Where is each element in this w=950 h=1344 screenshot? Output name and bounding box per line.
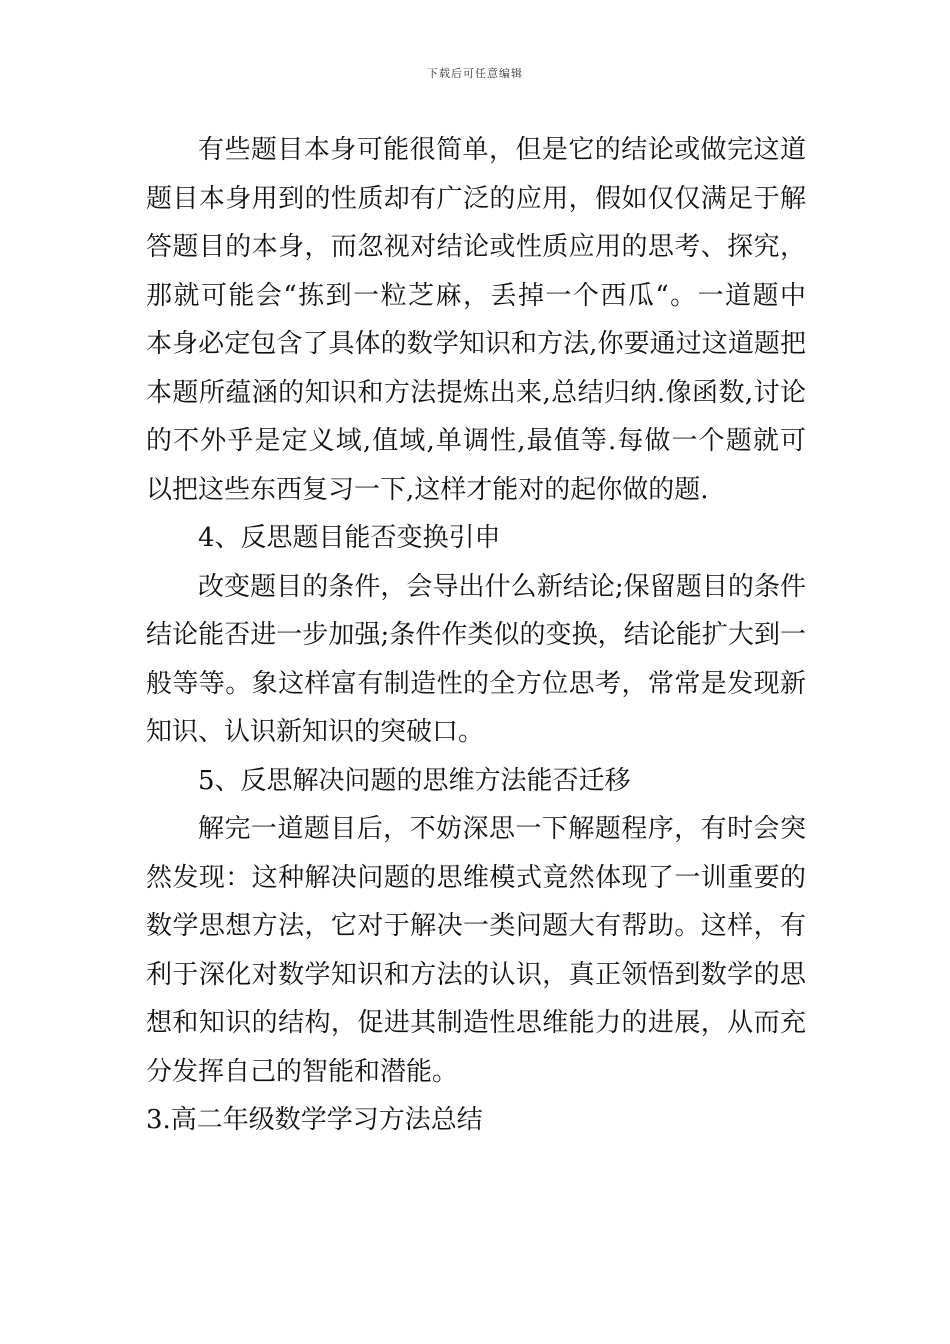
paragraph-line: 然发现：这种解决问题的思维模式竟然体现了一训重要的	[146, 862, 806, 893]
paragraph-line: 以把这些东西复习一下,这样才能对的起你做的题.	[146, 474, 709, 505]
paragraph-line: 知识、认识新知识的突破口。	[146, 717, 485, 747]
paragraph-line: 题目本身用到的性质却有广泛的应用，假如仅仅满足于解	[146, 183, 806, 214]
paragraph-line: 分发挥自己的智能和潜能。	[146, 1056, 459, 1087]
paragraph-line: 本题所蕴涵的知识和方法提炼出来,总结归纳.像函数,讨论	[146, 377, 806, 408]
section-heading: 5、反思解决问题的思维方法能否迁移	[198, 765, 631, 796]
document-body	[146, 126, 806, 1145]
paragraph-line: 有些题目本身可能很简单，但是它的结论或做完这道	[198, 135, 806, 165]
paragraph-line: 想和知识的结构，促进其制造性思维能力的进展，从而充	[146, 1008, 806, 1038]
paragraph-line: 本身必定包含了具体的数学知识和方法,你要通过这道题把	[146, 329, 806, 359]
section-heading: 4、反思题目能否变换引申	[198, 523, 501, 553]
page-header: 下载后可任意编辑	[427, 67, 523, 80]
paragraph-line: 那就可能会“拣到一粒芝麻，丢掉一个西瓜“。一道题中	[146, 280, 806, 311]
paragraph-line: 改变题目的条件，会导出什么新结论;保留题目的条件	[198, 571, 806, 602]
paragraph-line: 般等等。象这样富有制造性的全方位思考，常常是发现新	[146, 668, 806, 699]
paragraph-line: 结论能否进一步加强;条件作类似的变换，结论能扩大到一	[146, 620, 806, 650]
section-title: 3.高二年级数学学习方法总结	[146, 1105, 483, 1135]
paragraph-line: 利于深化对数学知识和方法的认识，真正领悟到数学的思	[146, 959, 806, 990]
paragraph-line: 答题目的本身，而忽视对结论或性质应用的思考、探究，	[146, 232, 806, 262]
paragraph-line: 解完一道题目后，不妨深思一下解题程序，有时会突	[198, 814, 806, 844]
paragraph-line: 数学思想方法，它对于解决一类问题大有帮助。这样，有	[146, 911, 806, 941]
paragraph-line: 的不外乎是定义域,值域,单调性,最值等.每做一个题就可	[146, 426, 806, 456]
